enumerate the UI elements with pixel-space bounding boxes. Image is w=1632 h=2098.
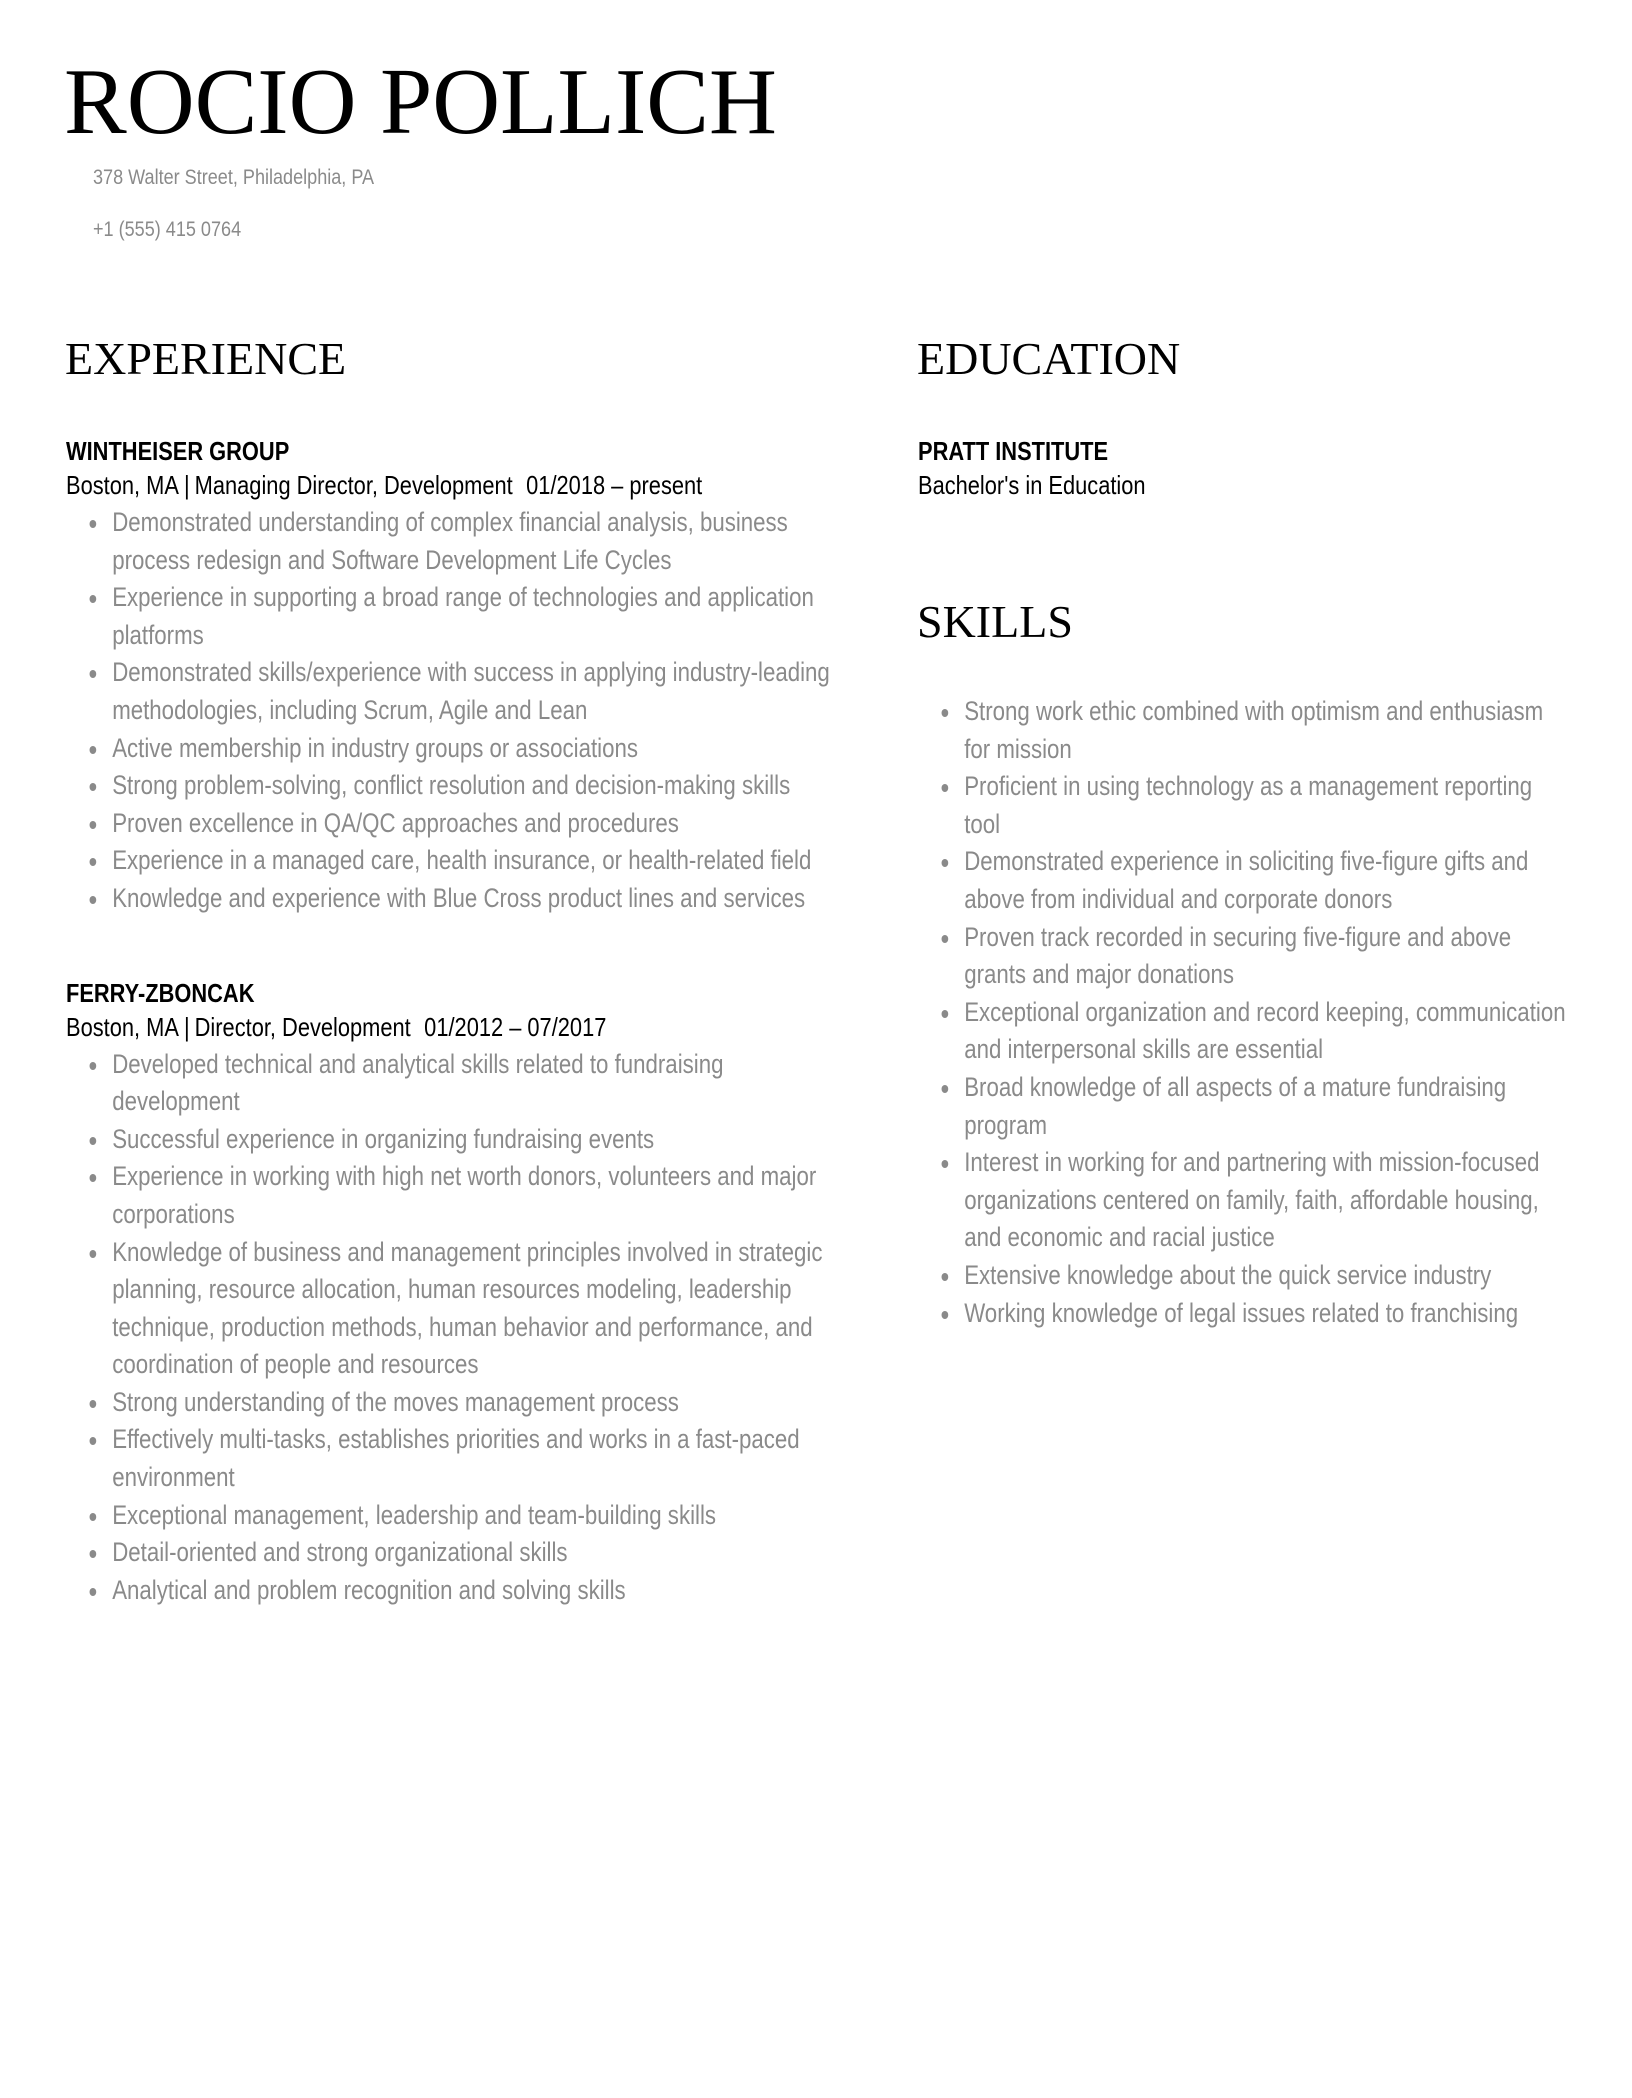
education-heading: EDUCATION	[917, 333, 1181, 384]
bullet-item: Active membership in industry groups or associations	[66, 730, 830, 768]
bullet-item: Demonstrated skills/experience with success in applying industry-leading methodologies, including Scrum, Agile and Lean	[66, 654, 830, 729]
contact-phone: +1 (555) 415 0764	[93, 218, 242, 241]
bullet-item: Experience in a managed care, health insurance, or health-related field	[66, 842, 830, 880]
degree: Bachelor's in Education	[918, 470, 1146, 500]
bullet-item: Extensive knowledge about the quick service industry	[918, 1257, 1569, 1295]
bullet-item: Effectively multi-tasks, establishes priorities and works in a fast-paced environment	[66, 1421, 830, 1496]
school-name: PRATT INSTITUTE	[918, 436, 1109, 466]
job-separator: |	[183, 1011, 190, 1042]
job-location: Boston, MA	[66, 470, 179, 500]
education-section	[918, 436, 1632, 504]
bullet-item: Strong work ethic combined with optimism and enthusiasm for mission	[918, 693, 1569, 768]
bullet-item: Working knowledge of legal issues related to franchising	[918, 1295, 1569, 1333]
bullet-item: Knowledge of business and management principles involved in strategic planning, resource allocation, human resources modeling, leadership technique, production methods, human behavior and performance, and coordination of people and resources	[66, 1234, 830, 1384]
bullet-item: Interest in working for and partnering with mission-focused organizations centered on family, faith, affordable housing, and economic and racial justice	[918, 1144, 1569, 1257]
bullet-item: Exceptional management, leadership and team-building skills	[66, 1497, 830, 1535]
bullet-item: Strong problem-solving, conflict resolution and decision-making skills	[66, 767, 830, 805]
skills-list	[918, 693, 1569, 1332]
bullet-item: Developed technical and analytical skills related to fundraising development	[66, 1046, 830, 1121]
bullet-item: Experience in working with high net worth donors, volunteers and major corporations	[66, 1158, 830, 1233]
job-location: Boston, MA	[66, 1011, 179, 1042]
job-bullets	[66, 504, 830, 918]
bullet-item: Broad knowledge of all aspects of a mature fundraising program	[918, 1069, 1569, 1144]
bullet-item: Exceptional organization and record keeping, communication and interpersonal skills are essential	[918, 994, 1569, 1069]
bullet-item: Proficient in using technology as a management reporting tool	[918, 768, 1569, 843]
job-separator: |	[183, 470, 190, 500]
job-dates: 01/2012 – 07/2017	[424, 1011, 607, 1042]
candidate-name: ROCIO POLLICH	[64, 50, 777, 154]
skills-heading: SKILLS	[917, 596, 1073, 647]
bullet-item: Demonstrated understanding of complex financial analysis, business process redesign and Software Development Life Cycles	[66, 504, 830, 579]
job-role: Managing Director, Development	[194, 470, 513, 500]
skills-section	[918, 693, 1632, 1332]
experience-heading: EXPERIENCE	[65, 333, 347, 384]
job-role: Director, Development	[194, 1011, 411, 1042]
bullet-item: Knowledge and experience with Blue Cross product lines and services	[66, 880, 830, 918]
experience-section	[66, 436, 976, 1609]
bullet-item: Detail-oriented and strong organizational skills	[66, 1534, 830, 1572]
bullet-item: Experience in supporting a broad range of technologies and application platforms	[66, 579, 830, 654]
company-name: WINTHEISER GROUP	[66, 436, 290, 466]
job-entry	[66, 436, 830, 918]
job-entry	[66, 978, 830, 1610]
job-meta	[66, 1008, 830, 1046]
job-list	[66, 436, 830, 1609]
contact-address: 378 Walter Street, Philadelphia, PA	[93, 166, 375, 189]
bullet-item: Strong understanding of the moves management process	[66, 1384, 830, 1422]
bullet-item: Analytical and problem recognition and solving skills	[66, 1572, 830, 1610]
bullet-item: Demonstrated experience in soliciting five-figure gifts and above from individual and corporate donors	[918, 843, 1569, 918]
bullet-item: Proven excellence in QA/QC approaches and procedures	[66, 805, 830, 843]
bullet-item: Proven track recorded in securing five-figure and above grants and major donations	[918, 919, 1569, 994]
company-name: FERRY-ZBONCAK	[66, 977, 255, 1008]
job-meta	[66, 466, 830, 504]
bullet-item: Successful experience in organizing fundraising events	[66, 1121, 830, 1159]
job-dates: 01/2018 – present	[526, 470, 703, 500]
job-bullets	[66, 1046, 830, 1610]
